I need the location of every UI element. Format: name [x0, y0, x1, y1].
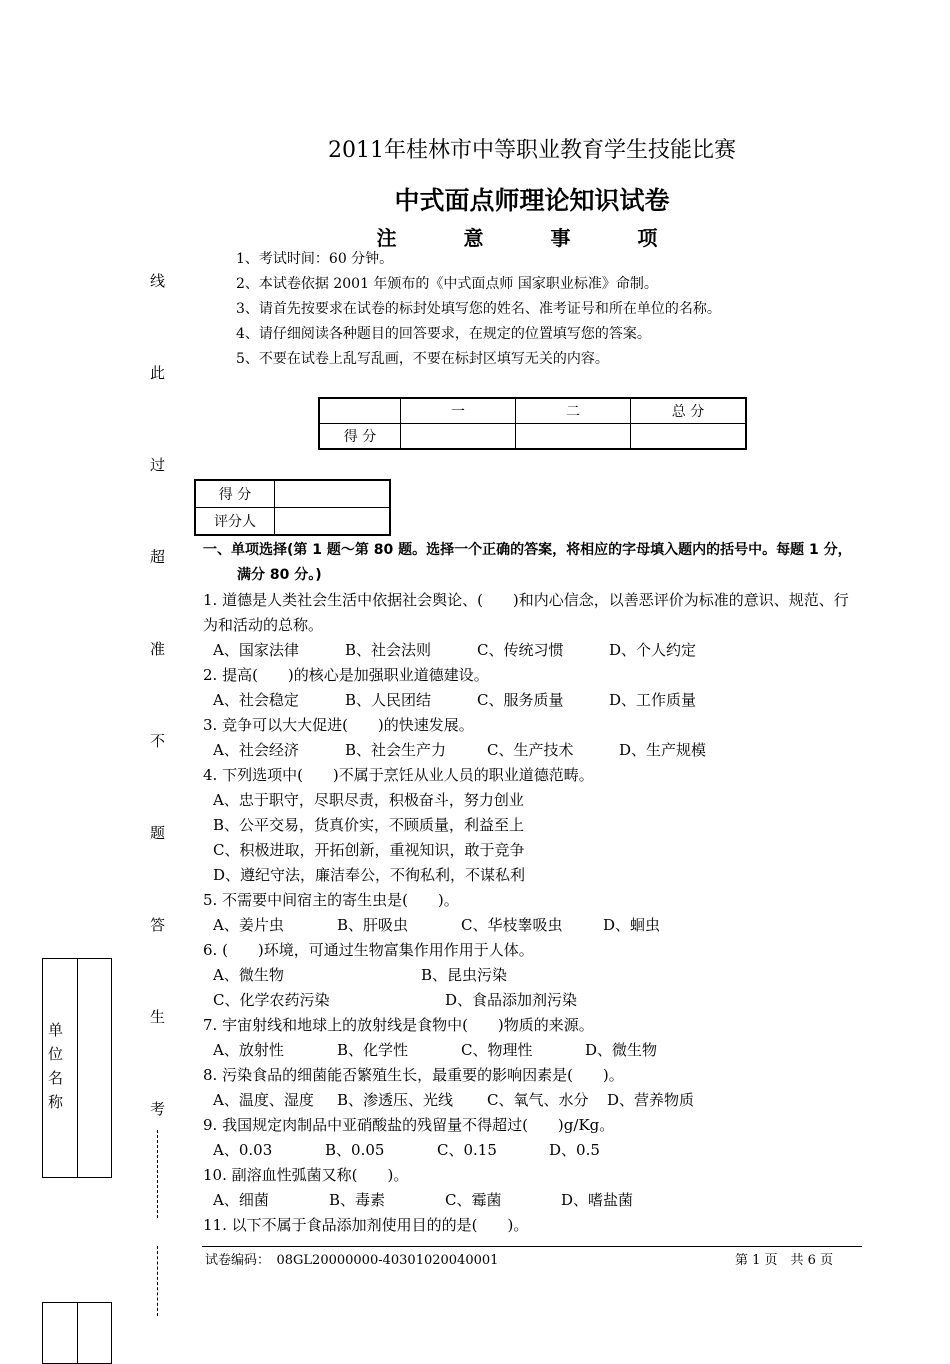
option: C、物理性	[461, 1041, 533, 1059]
option: A、放射性	[213, 1041, 284, 1059]
question-options	[203, 638, 863, 663]
option: D、生产规模	[619, 741, 707, 759]
option: A、细菌	[213, 1191, 269, 1209]
binding-margin-char: 答	[150, 916, 166, 934]
option: B、社会生产力	[345, 741, 447, 759]
question-options	[203, 963, 863, 988]
option: D、蛔虫	[603, 916, 661, 934]
grader-row	[195, 508, 390, 536]
binding-margin-char: 考	[150, 1100, 166, 1118]
grader-score-label: 得 分	[195, 480, 275, 508]
binding-margin-char: 过	[150, 456, 166, 474]
notes-heading: 注 意 事 项	[376, 226, 688, 250]
question-options	[203, 913, 863, 938]
option: C、化学农药污染	[213, 991, 330, 1009]
question-options	[203, 1188, 863, 1213]
grader-cell[interactable]	[275, 508, 391, 536]
score-table	[318, 397, 747, 450]
cut-line	[157, 1246, 158, 1316]
score-header-cell: 一	[401, 398, 516, 424]
option: A、姜片虫	[213, 916, 284, 934]
note-item: 5、不要在试卷上乱写乱画，不要在标封区填写无关的内容。	[236, 351, 609, 367]
option: B、化学性	[337, 1041, 409, 1059]
option: C、0.15	[437, 1141, 497, 1159]
score-cell[interactable]	[401, 424, 516, 450]
question-text: 1. 道德是人类社会生活中依据社会舆论、( )和内心信念，以善恶评价为标准的意识、规范、行为和活动的总称。	[203, 591, 849, 634]
grader-row	[195, 480, 390, 508]
binding-margin-char: 生	[150, 1008, 166, 1026]
binding-margin-char: 不	[150, 732, 166, 750]
score-cell[interactable]	[516, 424, 631, 450]
question-options	[203, 1038, 863, 1063]
question-options	[203, 738, 863, 763]
score-table-header-row	[319, 398, 746, 424]
note-item: 4、请仔细阅读各种题目的回答要求，在规定的位置填写您的答案。	[236, 326, 651, 342]
question-text: 6. ( )环境，可通过生物富集作用作用于人体。	[203, 941, 534, 959]
note-item: 1、考试时间：60 分钟。	[236, 251, 394, 267]
unit-name-text: 单位名称	[48, 1021, 64, 1111]
question-options	[203, 1138, 863, 1163]
question-text: 5. 不需要中间宿主的寄生虫是( )。	[203, 891, 459, 909]
option: C、生产技术	[487, 741, 574, 759]
question-text: 10. 副溶血性弧菌又称( )。	[203, 1166, 409, 1184]
score-header-cell: 总 分	[631, 398, 747, 424]
option: A、社会经济	[213, 741, 299, 759]
unit-name-label	[48, 1018, 68, 1114]
questions-area	[203, 538, 863, 1238]
question-options	[203, 1088, 863, 1113]
cut-line	[157, 1130, 158, 1218]
option: B、昆虫污染	[421, 966, 508, 984]
option: D、营养物质	[607, 1091, 695, 1109]
score-header-cell	[319, 398, 401, 424]
option: A、0.03	[213, 1141, 273, 1159]
binding-margin-char: 线	[150, 272, 166, 290]
field-box[interactable]	[42, 1302, 112, 1364]
footer-divider	[202, 1246, 862, 1247]
option-line: D、遵纪守法，廉洁奉公，不徇私利，不谋私利	[213, 866, 526, 884]
question-text: 4. 下列选项中( )不属于烹饪从业人员的职业道德范畴。	[203, 766, 594, 784]
question-text: 9. 我国规定肉制品中亚硝酸盐的残留量不得超过( )g/Kg。	[203, 1116, 615, 1134]
page-number: 第 1 页 共 6 页	[735, 1253, 834, 1268]
option: C、服务质量	[477, 691, 564, 709]
grader-score-cell[interactable]	[275, 480, 391, 508]
exam-code: 试卷编码： 08GL20000000-40301020040001	[205, 1253, 499, 1268]
option: D、0.5	[549, 1141, 600, 1159]
option: B、肝吸虫	[337, 916, 409, 934]
option-line: A、忠于职守，尽职尽责，积极奋斗，努力创业	[213, 791, 524, 809]
binding-margin-char: 准	[150, 640, 166, 658]
option: A、社会稳定	[213, 691, 299, 709]
grader-label: 评分人	[195, 508, 275, 536]
question-text: 7. 宇宙射线和地球上的放射线是食物中( )物质的来源。	[203, 1016, 594, 1034]
option-line: B、公平交易，货真价实，不顾质量，利益至上	[213, 816, 525, 834]
option: B、0.05	[325, 1141, 385, 1159]
question-options	[203, 988, 863, 1013]
score-row-label: 得 分	[319, 424, 401, 450]
score-cell[interactable]	[631, 424, 747, 450]
option: D、个人约定	[609, 641, 697, 659]
option: C、氧气、水分	[487, 1091, 589, 1109]
section-title: 一、单项选择(第 1 题～第 80 题。选择一个正确的答案，将相应的字母填入题内的括号中。每题 1 分，满分 80 分。)	[203, 542, 852, 583]
option: B、社会法则	[345, 641, 432, 659]
grader-table	[194, 479, 391, 536]
score-table-row	[319, 424, 746, 450]
option: D、嗜盐菌	[561, 1191, 634, 1209]
option: C、传统习惯	[477, 641, 564, 659]
question-options	[203, 688, 863, 713]
binding-margin-char: 超	[150, 548, 166, 566]
question-text: 3. 竞争可以大大促进( )的快速发展。	[203, 716, 474, 734]
score-header-cell: 二	[516, 398, 631, 424]
option: B、渗透压、光线	[337, 1091, 454, 1109]
binding-margin-char: 题	[150, 824, 166, 842]
option: C、霉菌	[445, 1191, 502, 1209]
note-item: 3、请首先按要求在试卷的标封处填写您的姓名、准考证号和所在单位的名称。	[236, 301, 721, 317]
question-text: 8. 污染食品的细菌能否繁殖生长，最重要的影响因素是( )。	[203, 1066, 624, 1084]
exam-title-main: 中式面点师理论知识试卷	[394, 186, 670, 215]
option: B、人民团结	[345, 691, 432, 709]
option-line: C、积极进取，开拓创新，重视知识，敢于竞争	[213, 841, 525, 859]
option: A、微生物	[213, 966, 284, 984]
note-item: 2、本试卷依据 2001 年颁布的《中式面点师 国家职业标准》命制。	[236, 276, 658, 292]
option: D、食品添加剂污染	[445, 991, 578, 1009]
binding-margin-char: 此	[150, 364, 166, 382]
question-text: 2. 提高( )的核心是加强职业道德建设。	[203, 666, 489, 684]
option: B、毒素	[329, 1191, 386, 1209]
option: A、国家法律	[213, 641, 299, 659]
question-text: 11. 以下不属于食品添加剂使用目的的是( )。	[203, 1216, 529, 1234]
notes-list	[236, 247, 721, 372]
exam-title-line1: 2011年桂林市中等职业教育学生技能比赛	[328, 138, 736, 163]
option: A、温度、湿度	[213, 1091, 314, 1109]
option: D、工作质量	[609, 691, 697, 709]
option: D、微生物	[585, 1041, 658, 1059]
option: C、华枝睾吸虫	[461, 916, 563, 934]
